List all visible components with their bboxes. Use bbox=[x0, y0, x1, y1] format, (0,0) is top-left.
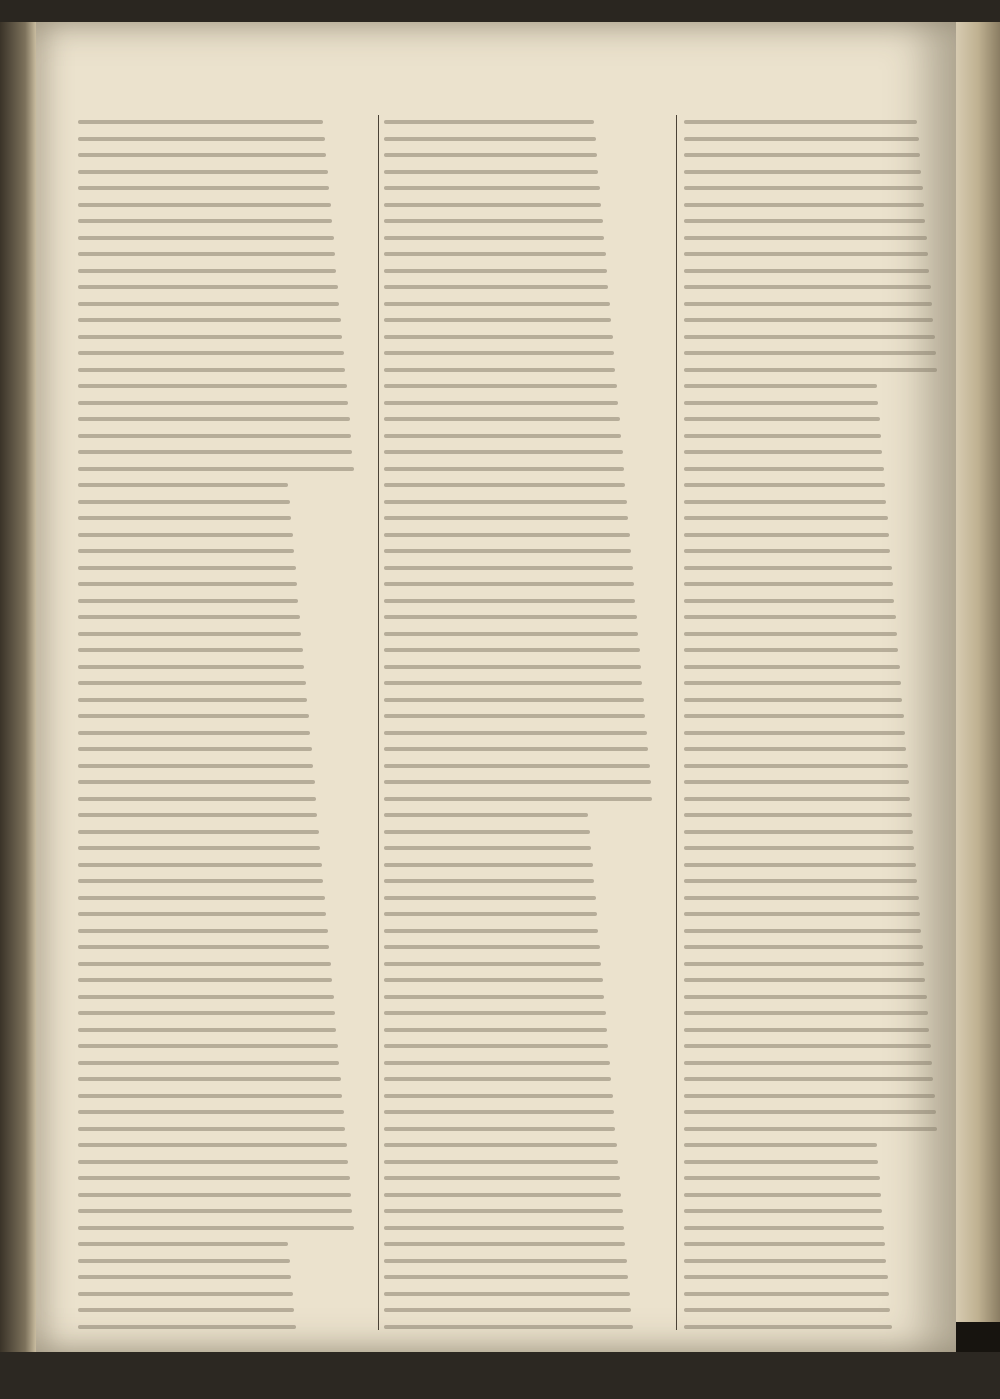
placeholder-line bbox=[684, 962, 924, 966]
placeholder-line bbox=[684, 1044, 931, 1048]
placeholder-line bbox=[384, 665, 641, 669]
placeholder-line bbox=[78, 929, 328, 933]
placeholder-line bbox=[684, 632, 897, 636]
placeholder-line bbox=[384, 879, 594, 883]
placeholder-line bbox=[384, 186, 600, 190]
placeholder-line bbox=[684, 582, 893, 586]
placeholder-line bbox=[78, 1308, 294, 1312]
placeholder-line bbox=[78, 566, 296, 570]
placeholder-line bbox=[384, 747, 648, 751]
placeholder-line bbox=[78, 846, 320, 850]
placeholder-line bbox=[78, 467, 354, 471]
placeholder-line bbox=[78, 665, 304, 669]
placeholder-line bbox=[78, 1061, 339, 1065]
placeholder-line bbox=[384, 302, 610, 306]
page-edge-stack bbox=[956, 22, 1000, 1322]
placeholder-line bbox=[384, 318, 611, 322]
placeholder-line bbox=[384, 566, 633, 570]
placeholder-line bbox=[384, 1094, 613, 1098]
placeholder-line bbox=[684, 549, 890, 553]
placeholder-line bbox=[684, 978, 925, 982]
placeholder-line bbox=[684, 417, 880, 421]
placeholder-line bbox=[684, 236, 927, 240]
placeholder-line bbox=[384, 252, 606, 256]
placeholder-line bbox=[684, 813, 912, 817]
placeholder-line bbox=[384, 681, 642, 685]
placeholder-line bbox=[384, 780, 651, 784]
placeholder-line bbox=[384, 1275, 628, 1279]
scan-top-strip bbox=[0, 0, 1000, 22]
placeholder-line bbox=[78, 434, 351, 438]
placeholder-line bbox=[78, 1094, 342, 1098]
placeholder-line bbox=[684, 401, 878, 405]
placeholder-line bbox=[78, 813, 317, 817]
placeholder-line bbox=[384, 863, 593, 867]
placeholder-line bbox=[78, 731, 310, 735]
placeholder-line bbox=[384, 285, 608, 289]
placeholder-line bbox=[684, 681, 901, 685]
placeholder-line bbox=[684, 945, 923, 949]
placeholder-line bbox=[684, 1275, 888, 1279]
placeholder-line bbox=[78, 302, 339, 306]
placeholder-line bbox=[78, 1325, 296, 1329]
placeholder-line bbox=[78, 648, 303, 652]
placeholder-line bbox=[78, 1110, 344, 1114]
placeholder-line bbox=[684, 137, 919, 141]
placeholder-line bbox=[384, 797, 652, 801]
placeholder-line bbox=[384, 120, 594, 124]
placeholder-line bbox=[78, 1259, 290, 1263]
placeholder-line bbox=[384, 1077, 611, 1081]
placeholder-line bbox=[78, 170, 328, 174]
placeholder-line bbox=[384, 1110, 614, 1114]
placeholder-line bbox=[384, 1176, 620, 1180]
placeholder-line bbox=[684, 153, 920, 157]
placeholder-line bbox=[684, 615, 896, 619]
placeholder-line bbox=[684, 302, 932, 306]
placeholder-line bbox=[384, 648, 640, 652]
placeholder-line bbox=[384, 813, 588, 817]
placeholder-line bbox=[384, 368, 615, 372]
placeholder-line bbox=[684, 203, 924, 207]
placeholder-line bbox=[684, 929, 921, 933]
placeholder-line bbox=[384, 467, 624, 471]
placeholder-line bbox=[684, 1292, 889, 1296]
placeholder-line bbox=[684, 879, 917, 883]
placeholder-line bbox=[78, 153, 326, 157]
placeholder-line bbox=[78, 1160, 348, 1164]
placeholder-line bbox=[78, 285, 338, 289]
placeholder-line bbox=[684, 648, 898, 652]
placeholder-line bbox=[78, 318, 341, 322]
placeholder-line bbox=[384, 912, 597, 916]
placeholder-line bbox=[384, 995, 604, 999]
placeholder-line bbox=[384, 1325, 633, 1329]
placeholder-line bbox=[78, 632, 301, 636]
placeholder-line bbox=[78, 747, 312, 751]
placeholder-line bbox=[384, 945, 600, 949]
placeholder-line bbox=[384, 1160, 618, 1164]
placeholder-line bbox=[684, 1193, 881, 1197]
placeholder-line bbox=[384, 582, 634, 586]
placeholder-line bbox=[78, 714, 309, 718]
placeholder-line bbox=[684, 384, 877, 388]
placeholder-line bbox=[78, 599, 298, 603]
placeholder-line bbox=[384, 417, 620, 421]
placeholder-line bbox=[384, 533, 630, 537]
placeholder-line bbox=[78, 401, 348, 405]
placeholder-line bbox=[684, 219, 925, 223]
placeholder-line bbox=[78, 269, 336, 273]
placeholder-line bbox=[684, 731, 905, 735]
placeholder-line bbox=[78, 945, 329, 949]
placeholder-line bbox=[684, 516, 888, 520]
placeholder-line bbox=[684, 1143, 877, 1147]
placeholder-line bbox=[78, 698, 307, 702]
placeholder-line bbox=[684, 1242, 885, 1246]
placeholder-line bbox=[78, 681, 306, 685]
placeholder-line bbox=[684, 186, 923, 190]
placeholder-line bbox=[684, 1028, 929, 1032]
placeholder-line bbox=[684, 467, 884, 471]
placeholder-line bbox=[384, 434, 621, 438]
placeholder-line bbox=[384, 1044, 608, 1048]
placeholder-line bbox=[78, 879, 323, 883]
placeholder-line bbox=[384, 1193, 621, 1197]
placeholder-line bbox=[384, 896, 596, 900]
placeholder-line bbox=[384, 978, 603, 982]
placeholder-line bbox=[78, 1077, 341, 1081]
placeholder-line bbox=[684, 434, 881, 438]
placeholder-line bbox=[78, 962, 331, 966]
placeholder-line bbox=[384, 450, 623, 454]
placeholder-line bbox=[384, 830, 590, 834]
placeholder-line bbox=[384, 1259, 627, 1263]
placeholder-line bbox=[78, 516, 291, 520]
placeholder-line bbox=[78, 1275, 291, 1279]
placeholder-line bbox=[684, 747, 906, 751]
placeholder-line bbox=[384, 615, 637, 619]
placeholder-line bbox=[684, 863, 916, 867]
placeholder-line bbox=[384, 351, 614, 355]
placeholder-line bbox=[78, 1028, 336, 1032]
placeholder-line bbox=[78, 896, 325, 900]
placeholder-line bbox=[384, 846, 591, 850]
placeholder-line bbox=[684, 1011, 928, 1015]
placeholder-line bbox=[684, 1226, 884, 1230]
placeholder-line bbox=[78, 533, 293, 537]
placeholder-line bbox=[78, 137, 325, 141]
placeholder-line bbox=[684, 1209, 882, 1213]
placeholder-line bbox=[384, 1242, 625, 1246]
placeholder-line bbox=[78, 764, 313, 768]
placeholder-line bbox=[684, 1061, 932, 1065]
placeholder-line bbox=[384, 516, 628, 520]
placeholder-line bbox=[78, 912, 326, 916]
placeholder-line bbox=[684, 483, 885, 487]
placeholder-line bbox=[684, 1127, 937, 1131]
placeholder-line bbox=[78, 1242, 288, 1246]
placeholder-line bbox=[384, 1011, 606, 1015]
placeholder-line bbox=[684, 912, 920, 916]
placeholder-line bbox=[684, 335, 935, 339]
placeholder-line bbox=[78, 203, 331, 207]
placeholder-line bbox=[384, 219, 603, 223]
placeholder-line bbox=[384, 236, 604, 240]
placeholder-line bbox=[78, 417, 350, 421]
placeholder-line bbox=[684, 1308, 890, 1312]
placeholder-line bbox=[78, 1143, 347, 1147]
placeholder-line bbox=[384, 1308, 631, 1312]
placeholder-line bbox=[384, 599, 635, 603]
placeholder-line bbox=[384, 1292, 630, 1296]
placeholder-line bbox=[684, 1325, 892, 1329]
placeholder-line bbox=[78, 335, 342, 339]
placeholder-line bbox=[384, 384, 617, 388]
placeholder-line bbox=[384, 153, 597, 157]
placeholder-line bbox=[384, 137, 596, 141]
placeholder-line bbox=[384, 1061, 610, 1065]
placeholder-line bbox=[684, 714, 904, 718]
column-rule-1 bbox=[378, 115, 379, 1330]
placeholder-line bbox=[78, 549, 294, 553]
placeholder-line bbox=[684, 566, 892, 570]
placeholder-line bbox=[384, 1209, 623, 1213]
placeholder-line bbox=[384, 401, 618, 405]
placeholder-line bbox=[78, 995, 334, 999]
placeholder-line bbox=[78, 830, 319, 834]
placeholder-line bbox=[384, 1127, 615, 1131]
placeholder-line bbox=[684, 797, 910, 801]
placeholder-line bbox=[78, 483, 288, 487]
placeholder-line bbox=[78, 500, 290, 504]
placeholder-line bbox=[78, 1011, 335, 1015]
placeholder-line bbox=[684, 780, 909, 784]
placeholder-line bbox=[684, 698, 902, 702]
scan-bottom-strip bbox=[0, 1352, 1000, 1399]
placeholder-line bbox=[684, 599, 894, 603]
placeholder-line bbox=[384, 632, 638, 636]
placeholder-line bbox=[684, 995, 927, 999]
placeholder-line bbox=[684, 665, 900, 669]
placeholder-line bbox=[684, 252, 928, 256]
placeholder-line bbox=[684, 1094, 935, 1098]
placeholder-line bbox=[684, 533, 889, 537]
placeholder-line bbox=[684, 450, 882, 454]
placeholder-line bbox=[78, 186, 329, 190]
placeholder-line bbox=[684, 830, 913, 834]
placeholder-line bbox=[684, 1077, 933, 1081]
placeholder-line bbox=[384, 269, 607, 273]
placeholder-line bbox=[78, 351, 344, 355]
placeholder-line bbox=[78, 120, 323, 124]
placeholder-line bbox=[684, 1259, 886, 1263]
placeholder-line bbox=[384, 714, 645, 718]
placeholder-line bbox=[78, 1127, 345, 1131]
placeholder-line bbox=[78, 863, 322, 867]
placeholder-line bbox=[384, 1143, 617, 1147]
placeholder-line bbox=[684, 1160, 878, 1164]
placeholder-line bbox=[384, 698, 644, 702]
placeholder-line bbox=[684, 285, 931, 289]
placeholder-line bbox=[384, 335, 613, 339]
placeholder-line bbox=[684, 170, 921, 174]
placeholder-line bbox=[78, 615, 300, 619]
placeholder-line bbox=[384, 962, 601, 966]
placeholder-line bbox=[78, 1176, 350, 1180]
placeholder-line bbox=[684, 269, 929, 273]
placeholder-line bbox=[684, 368, 937, 372]
placeholder-line bbox=[78, 252, 335, 256]
placeholder-line bbox=[78, 450, 352, 454]
placeholder-line bbox=[684, 896, 919, 900]
placeholder-line bbox=[78, 219, 332, 223]
placeholder-line bbox=[684, 846, 914, 850]
placeholder-line bbox=[78, 780, 315, 784]
placeholder-line bbox=[78, 236, 334, 240]
placeholder-line bbox=[384, 929, 598, 933]
placeholder-line bbox=[684, 500, 886, 504]
placeholder-line bbox=[78, 1044, 338, 1048]
binding-gutter bbox=[0, 22, 36, 1362]
placeholder-line bbox=[684, 120, 917, 124]
placeholder-line bbox=[78, 1209, 352, 1213]
placeholder-line bbox=[384, 203, 601, 207]
placeholder-line bbox=[78, 1193, 351, 1197]
placeholder-line bbox=[684, 1110, 936, 1114]
placeholder-line bbox=[384, 170, 598, 174]
column-rule-2 bbox=[676, 115, 677, 1330]
placeholder-line bbox=[384, 1226, 624, 1230]
placeholder-line bbox=[384, 500, 627, 504]
placeholder-line bbox=[78, 797, 316, 801]
placeholder-line bbox=[78, 978, 332, 982]
placeholder-line bbox=[684, 1176, 880, 1180]
placeholder-line bbox=[684, 764, 908, 768]
placeholder-line bbox=[384, 1028, 607, 1032]
placeholder-line bbox=[78, 368, 345, 372]
placeholder-line bbox=[78, 1292, 293, 1296]
placeholder-line bbox=[384, 731, 647, 735]
placeholder-line bbox=[384, 549, 631, 553]
placeholder-line bbox=[384, 483, 625, 487]
placeholder-line bbox=[384, 764, 650, 768]
placeholder-line bbox=[78, 1226, 354, 1230]
placeholder-line bbox=[684, 318, 933, 322]
placeholder-line bbox=[78, 582, 297, 586]
placeholder-line bbox=[78, 384, 347, 388]
placeholder-line bbox=[684, 351, 936, 355]
